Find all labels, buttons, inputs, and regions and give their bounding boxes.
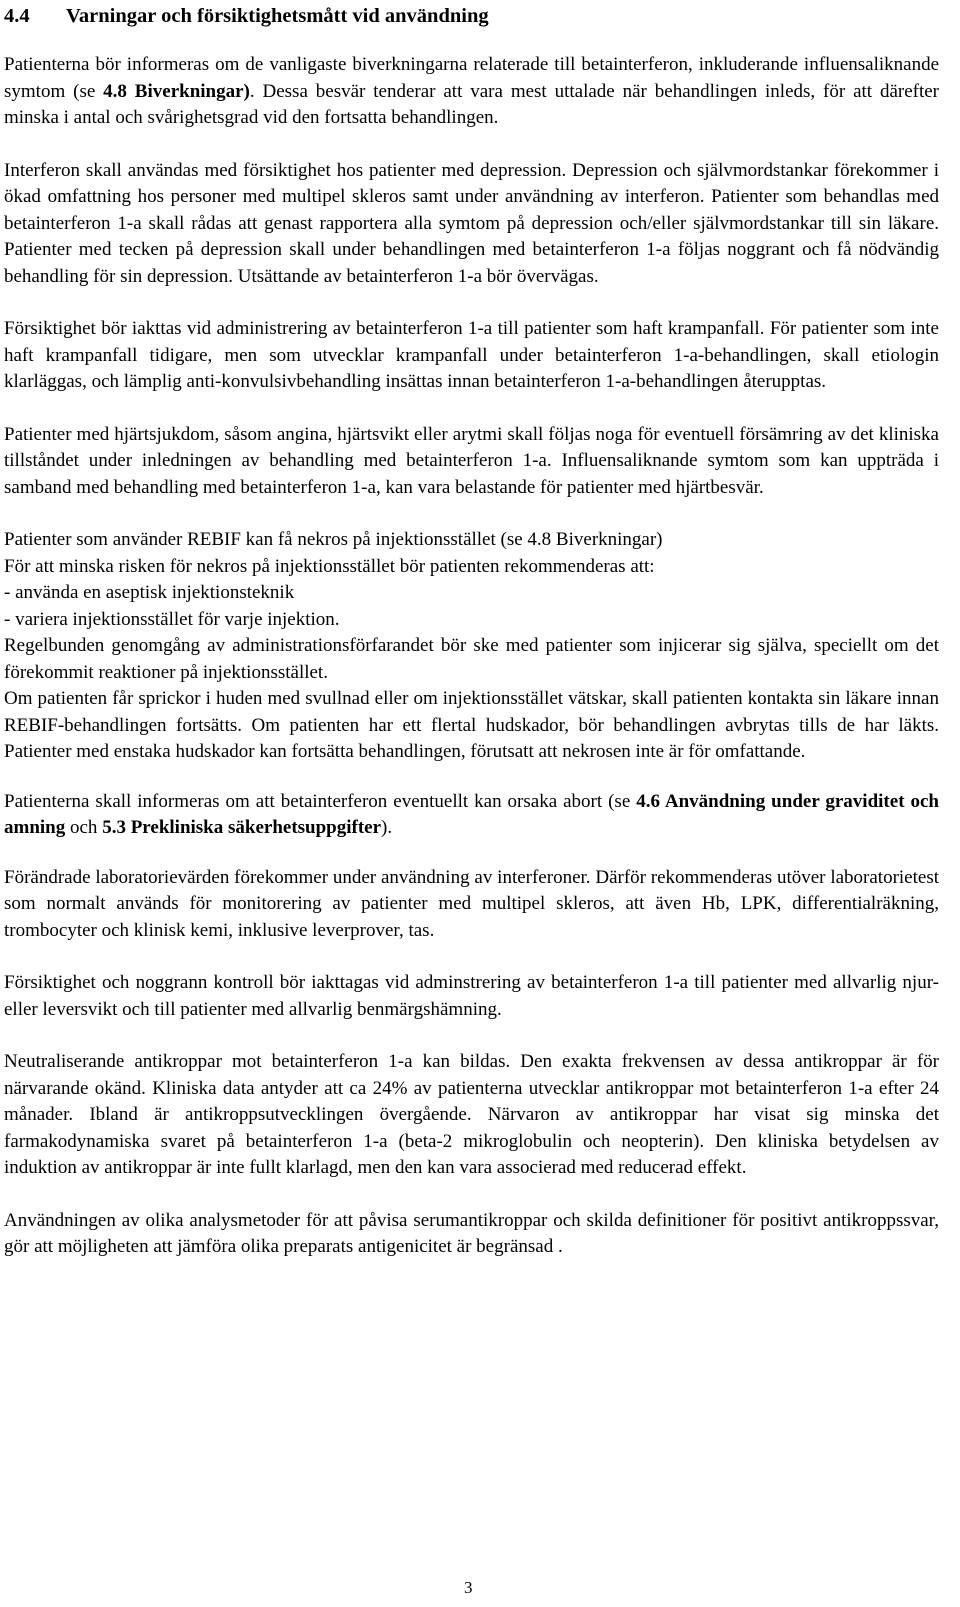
text-run: . Dessa besvär tenderar att vara mest uttalade när behandlingen inleds, för att därefter minska i antal och svårighetsgrad vid den fortsatta behandlingen. (4, 80, 940, 128)
document-page (4, 0, 939, 1261)
list-item: - använda en aseptisk injektionsteknik (4, 582, 295, 603)
cross-reference: 4.6 Användning under graviditet och amning (4, 790, 939, 838)
paragraph-renal-hepatic: Försiktighet och noggrann kontroll bör iakttagas vid adminstrering av betainterferon 1-a till patienter med allvarlig njur- eller leversvikt och till patienter med allvarlig benmärgshämning. (4, 972, 939, 1020)
page-number: 3 (464, 1578, 473, 1597)
paragraph-lab-values: Förändrade laboratorievärden förekommer under användning av interferoner. Därför rekommenderas utöver laboratorietest som normalt används för monitorering av patienter med multipel skleros, att även Hb, LPK, differentialräkning, trombocyter och klinisk kemi, inklusive leverprover, tas. (4, 866, 939, 941)
paragraph-depression: Interferon skall användas med försiktighet hos patienter med depression. Depression och självmordstankar förekommer i ökad omfattning hos personer med multipel skleros samt under användning av interferon. Patienter som behandlas med betainterferon 1-a skall rådas att genast rapportera alla symtom på depression och/eller självmordstankar till sin läkare. Patienter med tecken på depression skall under behandlingen med betainterferon 1-a följas noggrant och få nödvändig behandling för sin depression. Utsättande av betainterferon 1-a bör övervägas. (4, 159, 939, 287)
necrosis-line: För att minska risken för nekros på injektionsstället bör patienten rekommenderas att: (4, 555, 655, 577)
necrosis-line: Om patienten får sprickor i huden med svullnad eller om injektionsstället vätskar, skall patienten kontakta sin läkare innan REBIF-behandlingen fortsätts. Om patienten har ett flertal hudskador, bör behandlingen avbrytas tills de har läkts. Patienter med enstaka hudskador kan fortsätta behandlingen, förutsatt att nekrosen inte är för omfattande. (4, 688, 939, 762)
cross-reference: 5.3 Prekliniska säkerhetsuppgifter (102, 817, 382, 838)
paragraph-necrosis (4, 527, 939, 766)
necrosis-line: Regelbunden genomgång av administrationsförfarandet bör ske med patienter som injicerar sig själva, speciellt om det förekommit reaktioner på injektionsstället. (4, 635, 939, 683)
paragraph-analysis-methods: Användningen av olika analysmetoder för att påvisa serumantikroppar och skilda definitioner för positivt antikroppssvar, gör att möjligheten att jämföra olika preparats antigenicitet är begränsad . (4, 1209, 939, 1257)
paragraph-antibodies: Neutraliserande antikroppar mot betainterferon 1-a kan bildas. Den exakta frekvensen av dessa antikroppar är för närvarande okänd. Kliniska data antyder att ca 24% av patienterna utvecklar antikroppar mot betainterferon 1-a efter 24 månader. Ibland är antikroppsutvecklingen övergående. Närvaron av antikroppar har visat sig minska det farmakodynamiska svaret på betainterferon 1-a (beta-2 mikroglobulin och neopterin). Den kliniska betydelsen av induktion av antikroppar är inte fullt klarlagd, men den kan vara associerad med reducerad effekt. (4, 1051, 939, 1178)
paragraph-side-effects (4, 52, 939, 132)
text-run: Patienterna bör informeras om de vanligaste biverkningarna relaterade till betainterferon, inkluderande influensaliknande symtom (se (4, 54, 939, 102)
paragraph-heart-disease: Patienter med hjärtsjukdom, såsom angina, hjärtsvikt eller arytmi skall följas noga för eventuell försämring av det kliniska tillståndet under inledningen av behandling med betainterferon 1-a. Influensaliknande symtom som kan uppträda i samband med behandling med betainterferon 1-a, kan vara belastande för patienter med hjärtbesvär. (4, 423, 939, 498)
text-run: ). (381, 817, 393, 838)
list-item: - variera injektionsstället för varje injektion. (4, 608, 340, 630)
section-heading (4, 0, 939, 30)
section-title: Varningar och försiktighetsmått vid användning (66, 5, 489, 27)
text-run: Patienterna skall informeras om att betainterferon eventuellt kan orsaka abort (se (4, 790, 637, 812)
paragraph-seizures: Försiktighet bör iakttas vid administrering av betainterferon 1-a till patienter som haft krampanfall. För patienter som inte haft krampanfall tidigare, men som utvecklar krampanfall under betainterferon 1-a-behandlingen, skall etiologin klarläggas, och lämplig anti-konvulsivbehandling insättas innan betainterferon 1-a-behandlingen återupptas. (4, 318, 939, 392)
necrosis-line: Patienter som använder REBIF kan få nekros på injektionsstället (se 4.8 Biverkningar) (4, 529, 663, 550)
text-run: och (65, 817, 103, 838)
paragraph-abortion (4, 789, 939, 842)
cross-reference: 4.8 Biverkningar) (103, 80, 250, 102)
section-number: 4.4 (4, 5, 30, 27)
